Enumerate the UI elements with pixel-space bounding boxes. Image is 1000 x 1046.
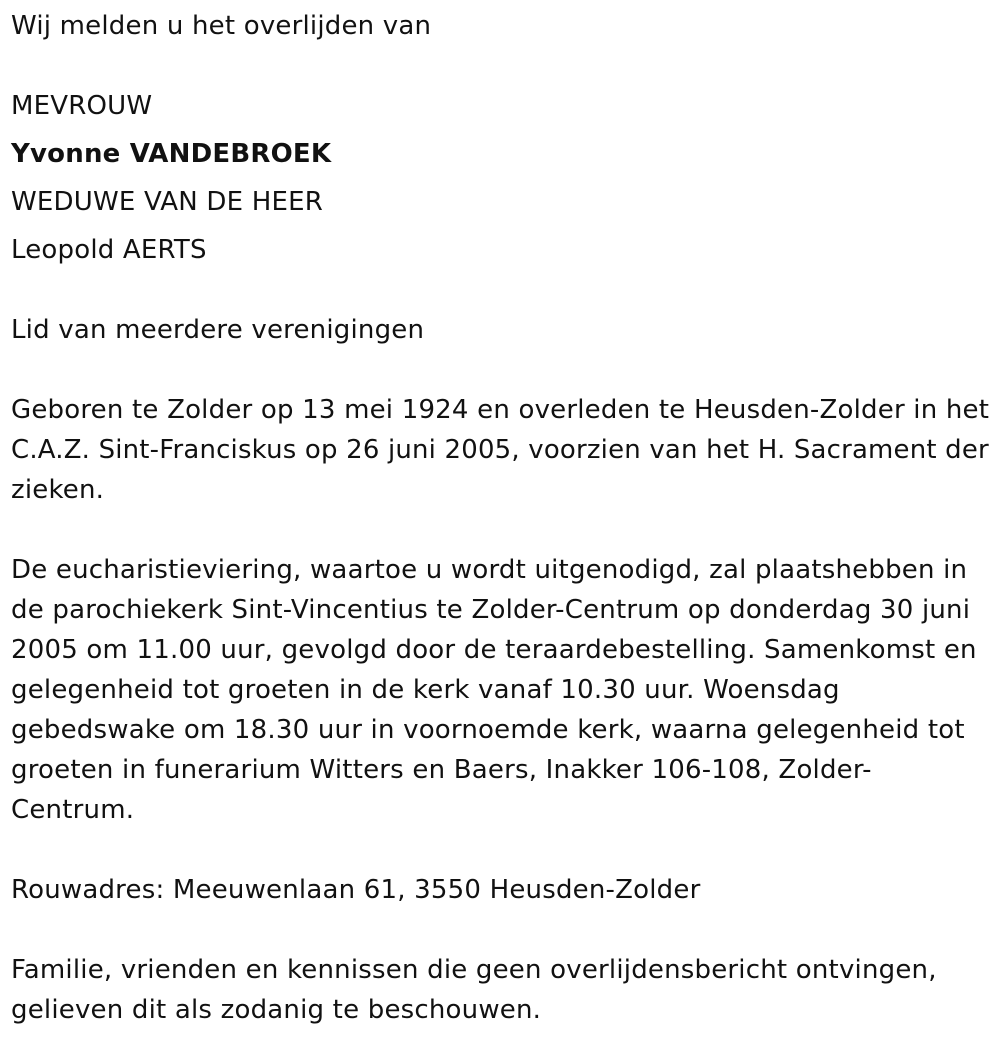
ceremony-line: gelegenheid tot groeten in de kerk vanaf 10.30 uur. Woensdag [11,675,840,705]
person-title: MEVROUW [11,91,153,121]
ceremony-line: 2005 om 11.00 uur, gevolgd door de teraardebestelling. Samenkomst en [11,635,977,665]
ceremony-line: de parochiekerk Sint-Vincentius te Zolder-Centrum op donderdag 30 juni [11,595,971,625]
person-name: Yvonne VANDEBROEK [11,139,332,169]
birth-death-line: zieken. [11,475,105,505]
membership-text: Lid van meerdere verenigingen [11,315,425,345]
ceremony-line: De eucharistieviering, waartoe u wordt uitgenodigd, zal plaatshebben in [11,555,968,585]
closing-line: gelieven dit als zodanig te beschouwen. [11,995,542,1025]
ceremony-line: gebedswake om 18.30 uur in voornoemde kerk, waarna gelegenheid tot [11,715,965,745]
ceremony-line: groeten in funerarium Witters en Baers, Inakker 106-108, Zolder- [11,755,872,785]
closing-line: Familie, vrienden en kennissen die geen overlijdensbericht ontvingen, [11,955,937,985]
spouse-name: Leopold AERTS [11,235,207,265]
birth-death-line: C.A.Z. Sint-Franciskus op 26 juni 2005, voorzien van het H. Sacrament der [11,435,989,465]
intro-text: Wij melden u het overlijden van [11,11,432,41]
mourning-address: Rouwadres: Meeuwenlaan 61, 3550 Heusden-Zolder [11,875,701,905]
person-relation: WEDUWE VAN DE HEER [11,187,323,217]
birth-death-line: Geboren te Zolder op 13 mei 1924 en overleden te Heusden-Zolder in het [11,395,990,425]
ceremony-line: Centrum. [11,795,135,825]
